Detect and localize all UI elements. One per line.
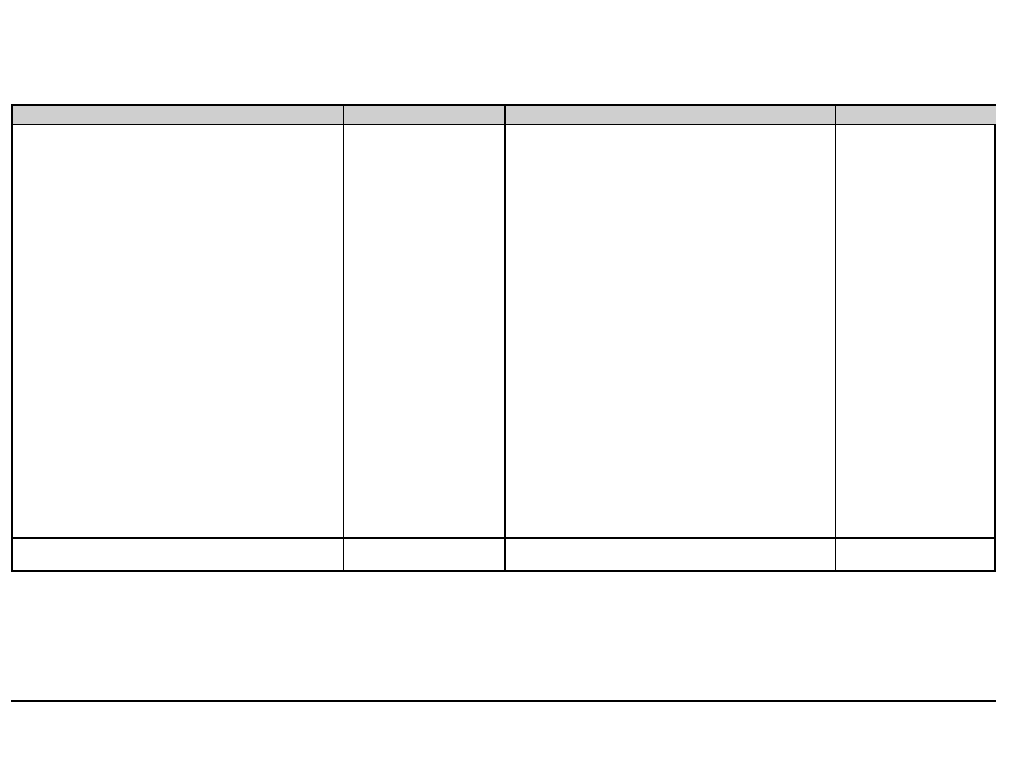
column-divider <box>835 106 836 572</box>
header-item-right <box>506 106 835 125</box>
header-amount-left <box>344 106 504 125</box>
column-divider-center <box>504 106 506 572</box>
total-liab-equity-label <box>506 548 835 565</box>
column-divider <box>343 106 344 572</box>
totals-divider <box>13 537 994 539</box>
balance-sheet-table <box>11 104 996 572</box>
header-amount-right <box>836 106 996 125</box>
total-assets-value <box>344 548 503 565</box>
total-assets-label <box>13 548 343 565</box>
header-item-left <box>13 106 343 125</box>
total-liab-equity-value <box>836 548 994 565</box>
left-row-amount <box>344 133 498 150</box>
divider <box>11 700 996 702</box>
